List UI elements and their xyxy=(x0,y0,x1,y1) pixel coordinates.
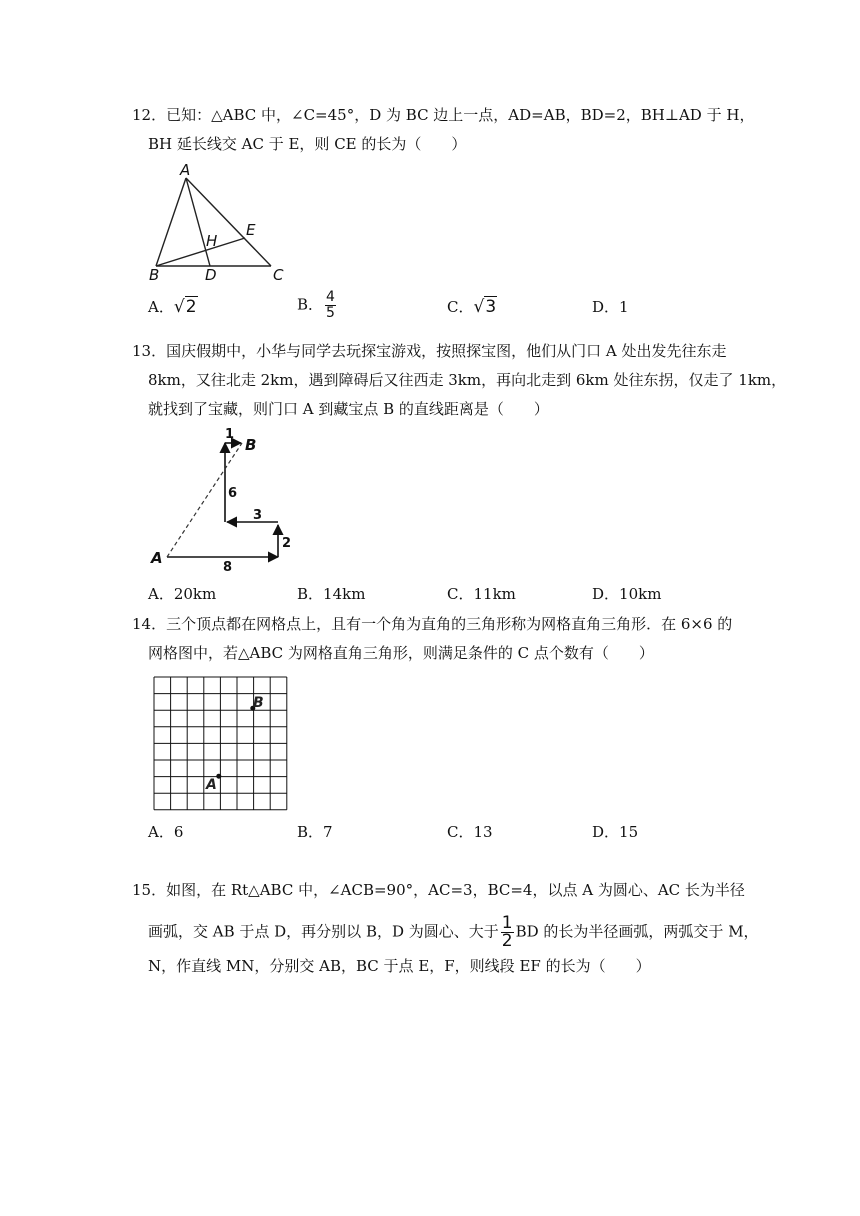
q14-option-d: D．15 xyxy=(592,823,639,841)
q12-option-a xyxy=(148,297,198,317)
q12-option-c-radicand: 3 xyxy=(485,297,497,317)
q12-option-a-radicand: 2 xyxy=(185,297,197,317)
q14-point-a xyxy=(216,774,221,779)
q12-option-c xyxy=(447,297,497,317)
q13-label-b: B xyxy=(245,436,257,454)
q13-stem-line3: 就找到了宝藏，则门口 A 到藏宝点 B 的直线距离是（ ） xyxy=(148,400,549,418)
q15-stem-line2-part1: 画弧，交 AB 于点 D，再分别以 B，D 为圆心、大于 xyxy=(148,922,499,941)
q14-option-b: B．7 xyxy=(297,823,333,841)
q14-stem-line2: 网格图中，若△ABC 为网格直角三角形，则满足条件的 C 点个数有（ ） xyxy=(148,644,654,662)
q12-option-b-numerator: 4 xyxy=(326,289,335,305)
q13-segment-label-1: 1 xyxy=(225,427,235,442)
q15-stem-line2-part2: BD 的长为半径画弧，两弧交于 M， xyxy=(515,922,759,941)
q12-option-b-label: B． xyxy=(297,295,324,314)
q13-option-d: D．10km xyxy=(592,585,662,603)
q13-segment-label-6: 6 xyxy=(228,486,238,501)
q14-option-c: C．13 xyxy=(447,823,493,841)
q13-stem-line1: 13．国庆假期中，小华与同学去玩探宝游戏，按照探宝图，他们从门口 A 处出发先往东走 xyxy=(132,342,727,360)
q12-label-h: H xyxy=(206,232,218,250)
q15-fraction-numerator: 1 xyxy=(501,913,513,933)
q13-option-b: B．14km xyxy=(297,585,366,603)
q15-half-fraction xyxy=(501,915,514,950)
q12-label-c: C xyxy=(273,266,284,282)
q13-segment-label-3: 3 xyxy=(253,508,263,523)
q12-label-b: B xyxy=(149,266,160,282)
q15-fraction-denominator: 2 xyxy=(501,931,513,951)
q15-stem-line2 xyxy=(148,915,759,950)
q12-label-a: A xyxy=(180,161,191,179)
q12-option-d: D．1 xyxy=(592,298,629,316)
q14-stem-line1: 14．三个顶点都在网格点上，且有一个角为直角的三角形称为网格直角三角形．在 6×6 的 xyxy=(132,615,733,633)
q12-stem-line1: 12．已知：△ABC 中，∠C=45°，D 为 BC 边上一点，AD=AB，BD=2，BH⊥AD 于 H， xyxy=(132,106,755,124)
q14-grid-figure xyxy=(150,673,290,813)
q13-segment-label-2: 2 xyxy=(282,536,292,551)
q13-stem-line2: 8km，又往北走 2km，遇到障碍后又往西走 3km，再向北走到 6km 处往东拐，仅走了 1km， xyxy=(148,371,787,389)
q13-segment-label-8: 8 xyxy=(223,560,233,575)
q12-label-e: E xyxy=(246,221,256,239)
q12-option-b-denominator: 5 xyxy=(326,305,335,321)
q12-stem-line2: BH 延长线交 AC 于 E，则 CE 的长为（ ） xyxy=(148,135,467,153)
grid-lines xyxy=(154,677,287,810)
q15-stem-line3: N，作直线 MN，分别交 AB，BC 于点 E，F，则线段 EF 的长为（ ） xyxy=(148,957,651,975)
q12-option-b-fraction xyxy=(325,290,336,321)
q14-label-a: A xyxy=(206,777,217,793)
q12-option-a-label: A． xyxy=(148,298,174,316)
q13-label-a: A xyxy=(151,549,163,567)
q13-option-c: C．11km xyxy=(447,585,516,603)
q12-triangle-figure xyxy=(140,160,300,282)
q12-option-b xyxy=(297,290,338,321)
q14-option-a: A．6 xyxy=(148,823,184,841)
q12-label-d: D xyxy=(205,266,217,282)
sqrt-symbol: √2 xyxy=(173,297,197,317)
sqrt-symbol: √3 xyxy=(473,297,497,317)
q14-label-b: B xyxy=(253,695,264,711)
q13-treasure-map-figure xyxy=(145,425,305,575)
q13-option-a: A．20km xyxy=(148,585,217,603)
q15-stem-line1: 15．如图，在 Rt△ABC 中，∠ACB=90°，AC=3，BC=4，以点 A 为圆心、AC 长为半径 xyxy=(132,881,745,899)
q12-option-c-label: C． xyxy=(447,298,474,316)
